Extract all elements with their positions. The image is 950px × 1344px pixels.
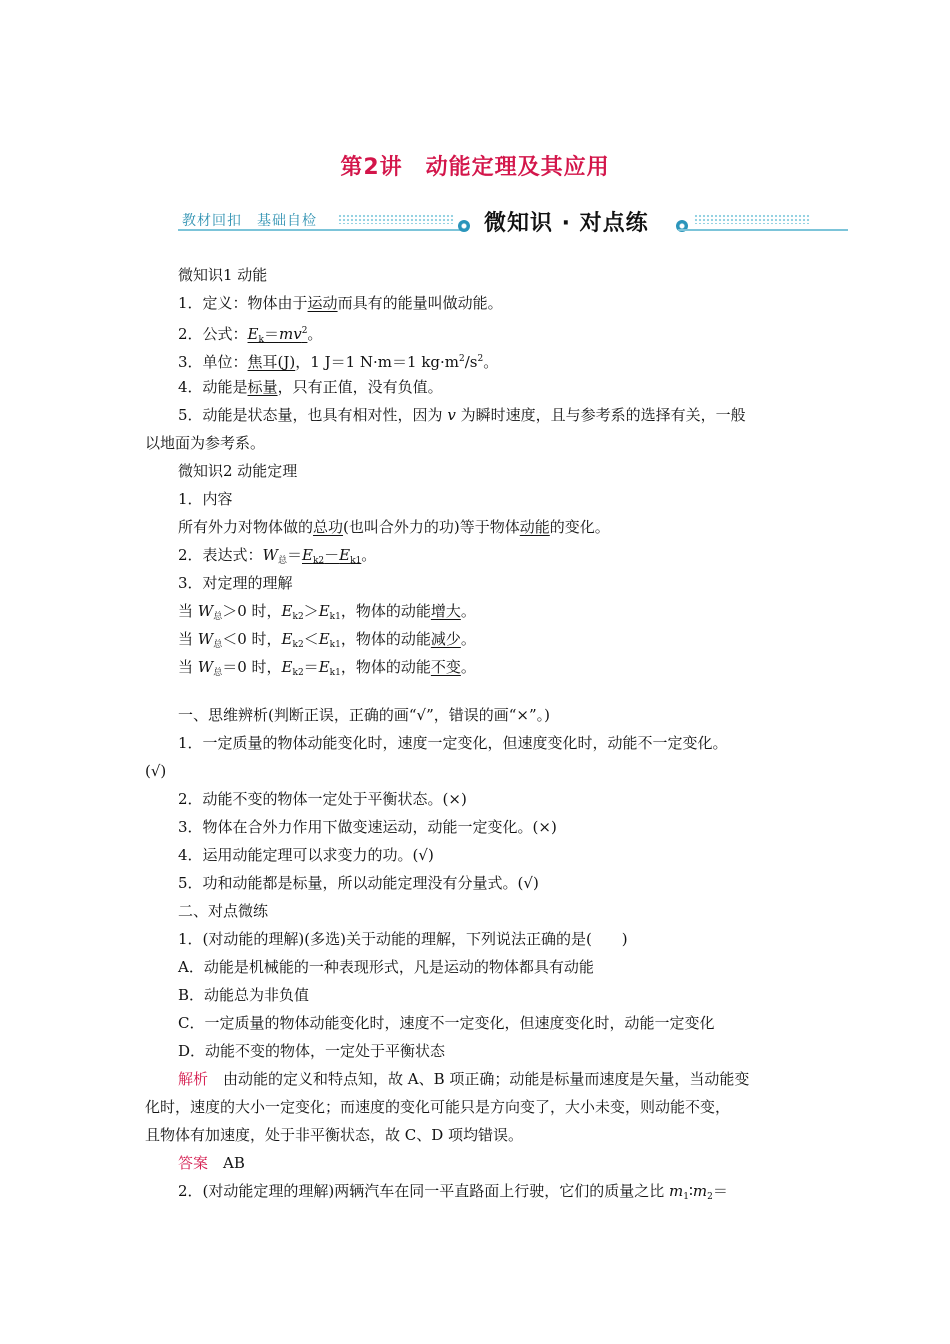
k1-definition: 1．定义：物体由于运动而具有的能量叫做动能。	[178, 294, 503, 312]
k1-unit: 3．单位：焦耳(J)，1 J＝1 N·m＝1 $kg\cdot m^2/s^2$。	[178, 353, 499, 371]
s2-option-b: B．动能总为非负值	[178, 986, 310, 1004]
s1-q4: 4．运用动能定理可以求变力的功。(√)	[178, 846, 434, 864]
s1-q5: 5．功和动能都是标量，所以动能定理没有分量式。(√)	[178, 874, 539, 892]
k2-content-title: 1．内容	[178, 490, 233, 508]
k2-case-negative: 当 $W_总<0$ 时，$E_{k2}<E_{k1}$，物体的动能减少。	[178, 630, 476, 650]
s2-problem2: 2．(对动能定理的理解)两辆汽车在同一平直路面上行驶，它们的质量之比 $m_1∶m_2=$	[178, 1182, 728, 1202]
s2-option-d: D．动能不变的物体，一定处于平衡状态	[178, 1042, 446, 1060]
banner-main-label: 微知识 · 对点练	[484, 211, 649, 236]
s1-q3: 3．物体在合外力作用下做变速运动，动能一定变化。(×)	[178, 818, 557, 836]
s1-q2: 2．动能不变的物体一定处于平衡状态。(×)	[178, 790, 467, 808]
s2-heading: 二、对点微练	[178, 902, 269, 920]
analysis-label: 解析	[178, 1070, 209, 1088]
s2-answer: 答案 AB	[178, 1154, 245, 1172]
page-title: 第2讲 动能定理及其应用	[340, 155, 610, 180]
k2-understanding-title: 3．对定理的理解	[178, 574, 293, 592]
s2-analysis-cont: 且物体有加速度，处于非平衡状态，故 C、D 项均错误。	[145, 1126, 524, 1144]
s2-option-a: A．动能是机械能的一种表现形式，凡是运动的物体都具有动能	[178, 958, 594, 976]
k2-heading: 微知识2 动能定理	[178, 462, 298, 480]
s2-analysis-cont: 化时，速度的大小一定变化；而速度的变化可能只是方向变了，大小未变，则动能不变，	[145, 1098, 731, 1116]
banner-left-label: 教材回扣 基础自检	[182, 213, 317, 229]
s1-heading: 一、思维辨析(判断正误，正确的画“√”，错误的画“×”。)	[178, 706, 551, 724]
answer-label: 答案	[178, 1154, 209, 1172]
s2-problem1: 1．(对动能的理解)(多选)关于动能的理解，下列说法正确的是( )	[178, 930, 628, 948]
banner-dot-pattern	[694, 214, 810, 224]
banner-left-rule	[178, 229, 468, 231]
k2-content: 所有外力对物体做的总功(也叫合外力的功)等于物体动能的变化。	[178, 518, 610, 536]
s1-q1-mark: (√)	[145, 762, 167, 780]
k1-scalar: 4．动能是标量，只有正值，没有负值。	[178, 378, 443, 396]
k2-case-positive: 当 $W_总>0$ 时，$E_{k2}>E_{k1}$，物体的动能增大。	[178, 602, 476, 622]
s1-q1: 1．一定质量的物体动能变化时，速度一定变化，但速度变化时，动能不一定变化。	[178, 734, 728, 752]
k1-relativity-cont: 以地面为参考系。	[145, 434, 266, 452]
section-banner	[178, 206, 848, 242]
banner-dot-pattern	[338, 214, 454, 224]
k1-heading: 微知识1 动能	[178, 266, 268, 284]
k2-expression: 2．表达式：$W_总=E_{k2}-E_{k1}$。	[178, 546, 377, 566]
k2-case-zero: 当 $W_总=0$ 时，$E_{k2}=E_{k1}$，物体的动能不变。	[178, 658, 476, 678]
s2-option-c: C．一定质量的物体动能变化时，速度不一定变化，但速度变化时，动能一定变化	[178, 1014, 715, 1032]
banner-bullet-icon	[458, 220, 470, 232]
k1-formula: 2．公式：$E_k=mv^2$。	[178, 325, 323, 345]
k1-relativity: 5．动能是状态量，也具有相对性，因为 v 为瞬时速度，且与参考系的选择有关，一般	[178, 406, 746, 424]
banner-right-rule	[678, 229, 848, 231]
s2-analysis: 解析 由动能的定义和特点知，故 A、B 项正确；动能是标量而速度是矢量，当动能变	[178, 1070, 750, 1088]
